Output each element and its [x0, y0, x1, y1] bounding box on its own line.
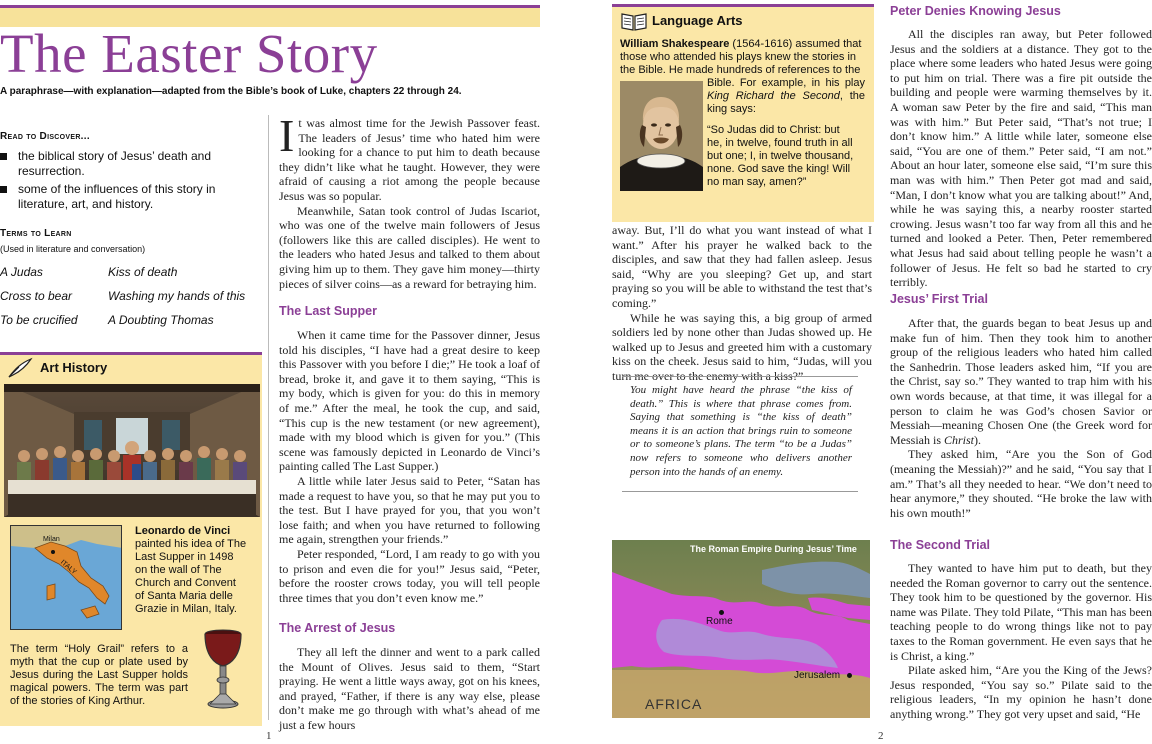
- kiss-of-death-callout: [622, 376, 858, 492]
- arrest-text-cont: [612, 223, 872, 384]
- body-paragraph: After that, the guards began to beat Jesus up and make fun of him. Then they took him to another group of the religious leaders who hated him called the Sanhedrin. Those leaders asked him, “If you are the Christ, say so.” They wanted to trap him with his own words because, at that time, it was illegal for a person to claim he was God’s chosen Savior or Messiah—meaning Chosen One (the Greek word for Messiah is Christ).: [890, 316, 1152, 447]
- shakespeare-intro-cont: Bible. For example, in his play King Richard the Second, the king says:: [707, 77, 866, 115]
- first-trial-text: [890, 316, 1152, 520]
- body-paragraph: Peter responded, “Lord, I am ready to go with you to prison and even die for you!” Jesus said, “Peter, before the rooster crows today, you will tell people three times that you don’t even know me.”: [279, 546, 540, 605]
- page-title: The Easter Story: [0, 23, 378, 84]
- first-trial-heading: Jesus’ First Trial: [890, 292, 988, 306]
- body-paragraph: away. But, I’ll do what you want instead of what I want.” After his prayer he walked back to the disciples, and saw that they had fallen asleep. Jesus said, “Why are you sleeping? Get up, and start praying so you will be able to withstand the test that’s coming.”: [612, 223, 872, 310]
- italy-map: [10, 525, 122, 630]
- page-number-2: 2: [878, 730, 884, 742]
- term-item: Kiss of death: [108, 265, 178, 279]
- read-item-2: some of the influences of this story in literature, art, and history.: [0, 182, 232, 212]
- body-paragraph: They all left the dinner and went to a park called the Mount of Olives. Jesus said to them, “Start praying. He went a little ways away, got on his knees, and prayed, “Father, if there is any way else, please don’t make me go through with what’s ahead of me just a few hours: [279, 645, 540, 732]
- holy-grail-note: The term “Holy Grail” refers to a myth that the cup or plate used by Jesus during the Last Supper holds magical powers. The term was part of the stories of King Arthur.: [10, 643, 188, 707]
- second-trial-heading: The Second Trial: [890, 538, 991, 552]
- quill-icon: [7, 357, 33, 379]
- term-item: Cross to bear: [0, 289, 73, 303]
- shakespeare-portrait: [620, 81, 703, 191]
- term-item: A Judas: [0, 265, 43, 279]
- intro-paragraph: It was almost time for the Jewish Passover feast. The leaders of Jesus’ time who hated him were looking for a chance to put him to death because they didn’t like what he taught. However, they were afraid of causing a riot among the people because Jesus was so popular.: [279, 110, 540, 203]
- body-paragraph: They asked him, “Are you the Son of God (meaning the Messiah)?” and he said, “You say that I am.” That’s all they needed to hear. “We don’t need to hear anymore,” they shouted. “He broke the law with his own mouth!”: [890, 447, 1152, 520]
- map-label-rome: Rome: [706, 616, 733, 627]
- language-arts-heading: Language Arts: [652, 13, 743, 28]
- arrest-text: [279, 645, 540, 733]
- term-item: Washing my hands of this: [108, 289, 246, 303]
- intro-paragraph: Meanwhile, Satan took control of Judas Iscariot, who was one of the twelve main followers of Jesus (followers like this are called disciples). He went to the leaders who hated Jesus and talked to them about giving him up to them. They gave him money—thirty pieces of silver coins—as a reward for betraying him.: [279, 203, 540, 291]
- arrest-heading: The Arrest of Jesus: [279, 621, 396, 635]
- drop-cap: I: [279, 110, 295, 161]
- terms-note: (Used in literature and conversation): [0, 244, 146, 254]
- art-history-heading: Art History: [40, 360, 108, 375]
- peter-denies-heading: Peter Denies Knowing Jesus: [890, 4, 1061, 18]
- callout-text: You might have heard the phrase “the kiss of death.” This is where that phrase comes from. Saying that something is “the kiss of death” means it is an action that brings ruin to someone or to someone’s plans. The term “to be a Judas” now refers to someone who delivers another person into the hands of an enemy.: [630, 384, 852, 478]
- page-number-1: 1: [266, 730, 272, 742]
- shakespeare-intro: William Shakespeare (1564-1616) assumed that those who attended his plays knew the stories in the Bible. He made hundreds of references to the: [620, 38, 862, 76]
- grail-cup-icon: [200, 628, 246, 712]
- body-paragraph: A little while later Jesus said to Peter, “Satan has made a request to have you, so that he may put you to the test. But I have prayed for you, that you won’t lose faith; and when you have returned to following me again, strengthen your friends.”: [279, 473, 540, 547]
- shakespeare-quote: “So Judas did to Christ: but he, in twelve, found truth in all but one; I, in twelve thousand, none. God save the king! Will no man say, amen?”: [707, 124, 854, 188]
- second-trial-text: [890, 561, 1152, 722]
- last-supper-text: [279, 328, 540, 605]
- body-paragraph: All the disciples ran away, but Peter followed Jesus and the soldiers at a distance. They got to the place where some leaders who hated Jesus were going to put him on trial. There was a fire pit outside the building and people were warming themselves by it. A woman saw Peter by the fire and said, “This man was with him.” But Peter said, “That’s not true; I don’t know him.” A little while later, someone else said, “You are one of them.” Peter said, “I am not.” About an hour later, someone else said, “I’m sure this man was with him.” Then Peter got mad and said, “Man, I don’t know what you are talking about!” And, while he was saying this, a nearby rooster started crowing. Jesus wasn’t too far way from all this and he turned and looked a Peter. Then, Peter remembered what Jesus had said about telling people he wasn’t a follower of Jesus. He felt so bad he started to cry terribly.: [890, 27, 1152, 290]
- bullet-icon: [0, 186, 7, 193]
- subtitle: A paraphrase—with explanation—adapted from the Bible’s book of Luke, chapters 22 through 24.: [0, 86, 462, 97]
- last-supper-painting: [4, 384, 260, 517]
- terms-heading: Terms to Learn: [0, 228, 72, 239]
- peter-text: [890, 27, 1152, 290]
- roman-empire-map: [612, 540, 870, 718]
- body-paragraph: While he was saying this, a big group of armed soldiers led by none other than Judas showed up. He walked up to Jesus and greeted him with a customary kiss on the cheek. Jesus said to him, “Judas, will you turn me over to the enemy with a kiss?”: [612, 310, 872, 383]
- last-supper-heading: The Last Supper: [279, 304, 377, 318]
- body-paragraph: They wanted to have him put to death, but they needed the Roman governor to carry out the sentence. They took him to be questioned by the governor. His name was Pilate. They told Pilate, “This man has been teaching people to do wrong things like not to pay taxes to the Roman government. He even says that he is Christ, a king.”: [890, 561, 1152, 663]
- body-paragraph: When it came time for the Passover dinner, Jesus told his disciples, “I have had a great desire to keep this Passover with you before I die;” He took a loaf of bread, broke it, and gave it to them saying, “This is my body, which is given for you: do this in memory of me.” After the meal, he took the cup, and said, “This cup is the new testament (or new agreement), made with my blood which is given for you.” (This scene was famously depicted in Leonardo de Vinci’s painting called The Last Supper.): [279, 328, 540, 474]
- open-book-icon: [621, 11, 647, 31]
- leonardo-caption: Leonardo de Vinci painted his idea of The Last Supper in 1498 on the wall of The Church and Convent of Santa Maria delle Grazie in Milan, Italy.: [135, 525, 247, 615]
- map-label-italy: ITALY: [58, 558, 78, 577]
- column-divider: [268, 115, 269, 720]
- read-to-discover-heading: Read to Discover...: [0, 131, 90, 142]
- map-title: The Roman Empire During Jesus’ Time: [690, 544, 857, 554]
- body-paragraph: Pilate asked him, “Are you the King of the Jews? Jesus responded, “You say so.” Pilate said to the religious leaders, “In my opinion he hasn’t done anything wrong.” They got very upset and said, “He: [890, 663, 1152, 721]
- read-item-1: the biblical story of Jesus’ death and resurrection.: [0, 149, 232, 179]
- term-item: A Doubting Thomas: [108, 313, 214, 327]
- intro-text: [279, 110, 540, 291]
- term-item: To be crucified: [0, 313, 78, 327]
- map-label-africa: AFRICA: [645, 696, 703, 712]
- map-label-milan: Milan: [43, 536, 60, 543]
- bullet-icon: [0, 153, 7, 160]
- map-label-jerusalem: Jerusalem: [794, 670, 841, 681]
- rome-marker: [719, 610, 724, 615]
- jerusalem-marker: [847, 673, 852, 678]
